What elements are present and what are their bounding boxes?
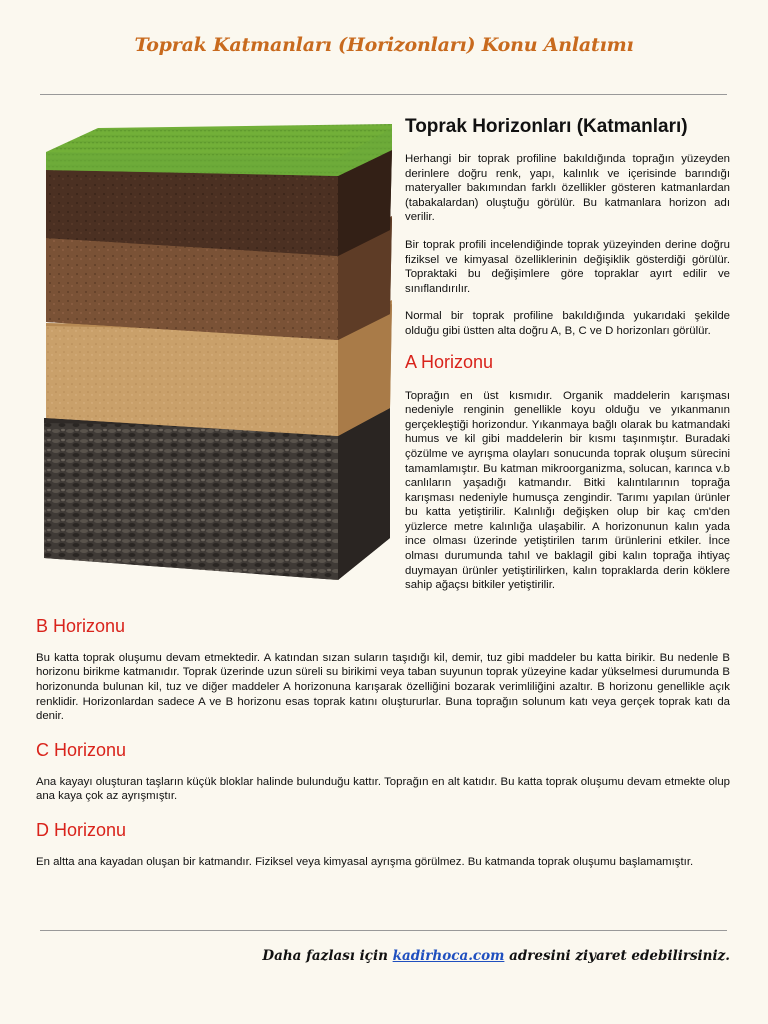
d-horizon-text: En altta ana kayadan oluşan bir katmandır. Fiziksel veya kimyasal ayrışma görülmez. Bu katmanda toprak oluşumu başlamamıştır. — [36, 856, 694, 868]
intro-paragraph-3: Normal bir toprak profiline bakıldığında yukarıdaki şekilde olduğu gibi üstten alta doğru A, B, C ve D horizonları görülür. — [405, 310, 730, 337]
intro-paragraph-1: Herhangi bir toprak profiline bakıldığında toprağın yüzeyden derinlere doğru renk, yapı, kalınlık ve içerisinde barındığı materyaller bakımından farklı özellikler gösteren katmanlardan (tabakalardan) oluştuğu görülür. Bu katmanlara horizon adı verilir. — [405, 153, 730, 224]
website-link[interactable]: kadirhoca.com — [392, 948, 505, 964]
footer-note — [262, 948, 730, 964]
intro-paragraph-2: Bir toprak profili incelendiğinde toprak yüzeyinden derine doğru fiziksel ve kimyasal özelliklerinin değişiklik gösterdiği görülür. Topraktaki bu değişimlere göre topraklar ayırt edilir ve sınıflandırılır. — [405, 238, 730, 295]
page-title: Toprak Katmanları (Horizonları) Konu Anlatımı — [134, 34, 634, 56]
c-horizon-text: Ana kayayı oluşturan taşların küçük bloklar halinde bulunduğu kattır. Toprağın en alt katıdır. Bu katta toprak oluşumu devam etmekte olup ana kaya çok az ayrışmıştır. — [36, 775, 730, 803]
a-horizon-text: Toprağın en üst kısmıdır. Organik maddelerin karışması nedeniyle renginin genellikle koyu olduğu ve yıkanmanın gerçekleştiği horizondur. Yıkanmaya bağlı olarak bu katmandaki humus ve kil gibi maddelerin bir kısmı taşınmıştır. Buradaki çözülme ve ayrışma olayları sonucunda toprak oluşum sürecini tamamlamıştır. Bu katman mikroorganizma, solucan, karınca v.b canlıların yaşadığı katmandır. Bitki kalıntılarının toprağa karışması nedeniyle humusça zengindir. Tarımı yapılan ürünler bu katta yetiştirilir. Kalınlığı değişken olup bir kaç cm'den yüzlerce metre kalınlığa ulaşabilir. A horizonunun kalın yada ince olması üzerinde yetiştirilen tarım ürünlerini etkiler. İnce olması durumunda tahıl ve baklagil gibi kalın toprağa ihtiyaç duymayan ürünler yetiştirilirken, kalın topraklarda derin köklere sahip ağaçsı bitkiler yetiştirilir. — [405, 389, 730, 592]
top-divider — [40, 94, 727, 95]
a-horizon-heading: A Horizonu — [405, 351, 494, 372]
main-content — [36, 110, 730, 883]
bottom-divider — [40, 930, 727, 931]
footer-suffix: adresini ziyaret edebilirsiniz. — [509, 948, 730, 964]
d-horizon-heading: D Horizonu — [36, 820, 127, 840]
b-horizon-heading: B Horizonu — [36, 615, 126, 636]
illustration-spacer — [36, 110, 405, 600]
c-horizon-heading: C Horizonu — [36, 739, 127, 760]
b-horizon-text: Bu katta toprak oluşumu devam etmektedir. A katından sızan suların taşıdığı kil, demir, tuz gibi maddeler bu katta birikir. Bu nedenle B horizonu birikme katmanıdır. Toprak üzerinde uzun süreli su birikimi veya taban suyunun toprak yüzeyine kadar yükselmesi durumunda B horizonunda bulunan kil, tuz ve diğer maddeler A horizonuna karışarak özelliğini bozarak verimliliğini azaltır. B horizonu genellikle açık renklidir. Horizonlardan sadece A ve B horizonu esas toprak katını oluştururlar. Buna toprağın solunum katı veya gerçek toprak katı da denir. — [36, 651, 730, 723]
footer-prefix: Daha fazlası için — [262, 948, 388, 964]
main-heading: Toprak Horizonları (Katmanları) — [405, 116, 688, 137]
